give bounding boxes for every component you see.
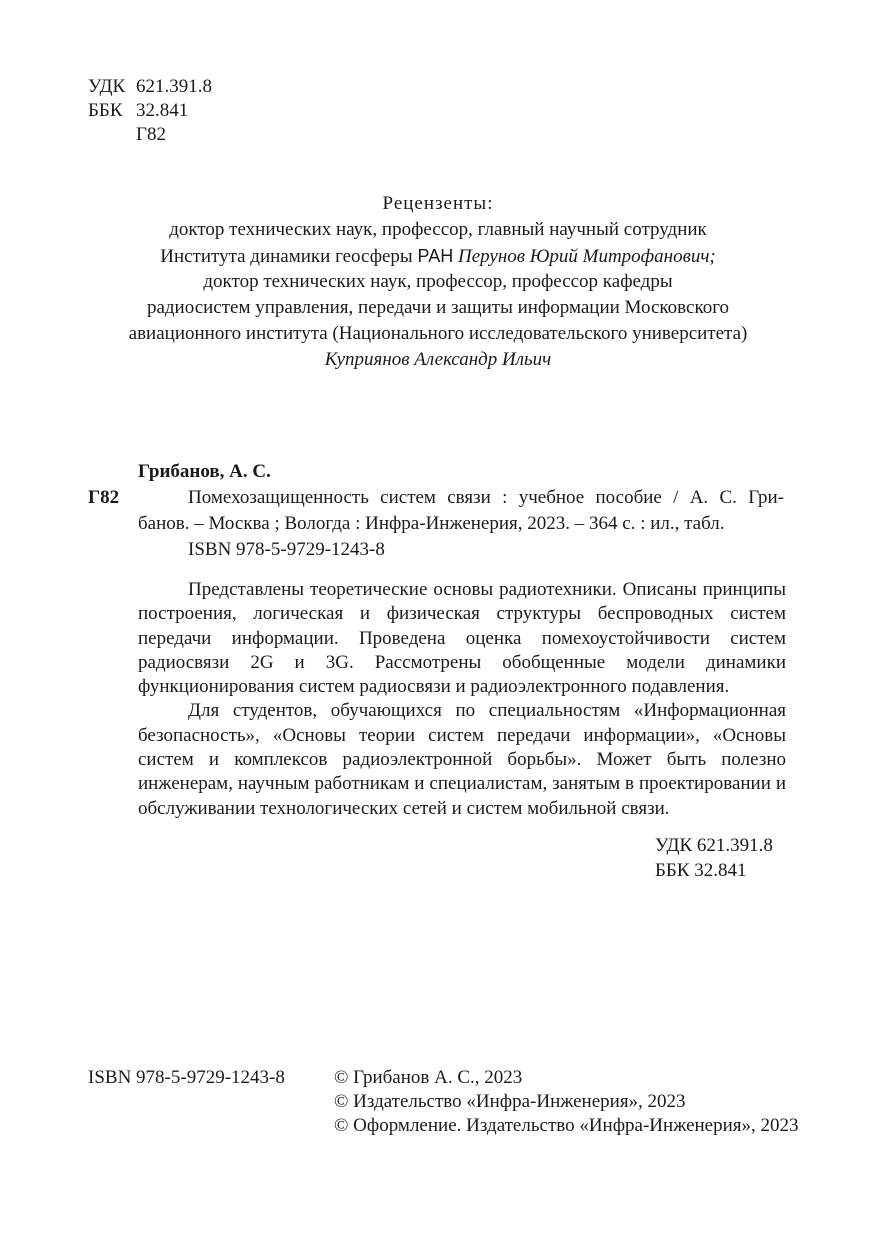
bbk-row: [88, 99, 212, 123]
biblio-isbn: ISBN 978-5-9729-1243-8: [188, 539, 385, 560]
reviewer-1-org: Института динамики геосферы: [160, 246, 413, 267]
bbk-label: ББК: [88, 100, 123, 121]
copyright-list: [334, 1066, 799, 1138]
reviewer-1-name: Перунов Юрий Митрофанович;: [458, 246, 716, 267]
reviewers-block: [88, 192, 788, 374]
reviewer-1-affiliation: [88, 244, 788, 270]
copyright-publisher: © Издательство «Инфра-Инженерия», 2023: [334, 1091, 686, 1112]
classification-codes: [88, 75, 212, 147]
footer-isbn: ISBN 978-5-9729-1243-8: [88, 1067, 285, 1088]
author-mark: Г82: [136, 124, 166, 145]
udk-label: УДК: [88, 76, 126, 97]
reviewer-1-ran: РАН: [417, 246, 454, 266]
biblio-entry-line-2: банов. – Москва ; Вологда : Инфра-Инженерия, 2023. – 364 с. : ил., табл.: [138, 513, 725, 534]
reviewer-2-name: Куприянов Александр Ильич: [324, 349, 552, 370]
bbk-value: 32.841: [136, 100, 189, 121]
copyright-design: © Оформление. Издательство «Инфра-Инженерия», 2023: [334, 1115, 799, 1136]
udk-row: [88, 75, 212, 99]
abstract-paragraph-1: Представлены теоретические основы радиотехники. Описаны принципы построения, логическая и физическая структуры беспроводных систем передачи информации. Проведена оценка помехоустойчивости систем радиосвязи 2G и 3G. Рассмотрены обобщенные модели динамики функционирования систем радиосвязи и радиоэлектронного подавления.: [138, 579, 786, 698]
closing-udk: УДК 621.391.8: [655, 835, 773, 856]
author-mark-row: [88, 123, 212, 147]
reviewer-2-affiliation-2: авиационного института (Национального исследовательского университета): [128, 323, 748, 344]
abstract-paragraph-2: Для студентов, обучающихся по специальностям «Информационная безопасность», «Основы теории систем передачи информации», «Основы систем и комплексов радиоэлектронной борьбы». Может быть полезно инженерам, научным работникам и специалистам, занятым в проектировании и обслуживании технологических сетей и систем мобильной связи.: [138, 700, 786, 819]
biblio-entry-line-1: Помехозащищенность систем связи : учебное пособие / А. С. Гри-: [188, 487, 784, 508]
udk-value: 621.391.8: [136, 76, 212, 97]
abstract: [138, 578, 786, 821]
reviewer-2-affiliation-1: радиосистем управления, передачи и защиты информации Московского: [146, 297, 730, 318]
closing-bbk: ББК 32.841: [655, 860, 747, 881]
closing-codes: [655, 834, 773, 884]
biblio-author: Грибанов, А. С.: [138, 461, 271, 482]
biblio-author-mark: Г82: [88, 487, 120, 508]
copyright-author: © Грибанов А. С., 2023: [334, 1067, 523, 1088]
reviewer-1-position: доктор технических наук, профессор, главный научный сотрудник: [169, 219, 707, 240]
reviewers-title: Рецензенты:: [382, 193, 494, 214]
biblio-entry: [138, 486, 784, 538]
reviewer-2-position: доктор технических наук, профессор, профессор кафедры: [203, 271, 673, 292]
